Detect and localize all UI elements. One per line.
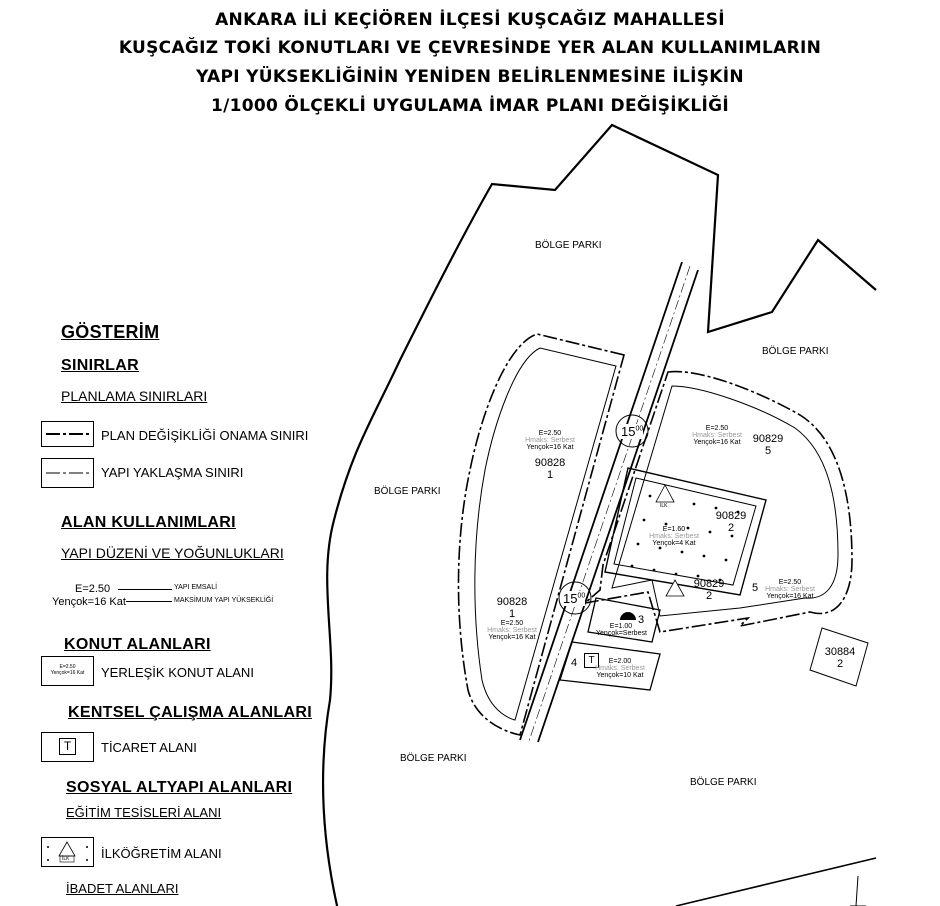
legend-section-sinirlar: SINIRLAR <box>61 357 139 374</box>
road-width-label: $15^{00}$ <box>621 424 644 439</box>
legend-section-konut: KONUT ALANLARI <box>64 636 211 653</box>
plan-title-line-1: ANKARA İLİ KEÇİÖREN İLÇESİ KUŞCAĞIZ MAHALLESİ <box>215 10 725 30</box>
legend-heading: GÖSTERİM <box>61 322 160 342</box>
parcel-label: E=2.50 Hmaks: Serbest Yençok=16 Kat 90828 1 <box>525 430 575 481</box>
legend-subsection: İBADET ALANLARI <box>66 881 179 896</box>
parcel-number: 30884 2 <box>824 646 856 670</box>
legend-emsal-label: YAPI EMSALİ <box>174 584 218 591</box>
park-label: BÖLGE PARKI <box>400 753 467 764</box>
ilk-label: İLK <box>62 856 70 862</box>
park-label: BÖLGE PARKI <box>762 346 829 357</box>
legend-leader-line <box>118 589 172 590</box>
parcel-label: E=1.00 Yençok=Serbest <box>596 623 647 637</box>
legend-section-sosyal: SOSYAL ALTYAPI ALANLARI <box>66 779 293 796</box>
legend-item-label: PLAN DEĞİŞİKLİĞİ ONAMA SINIRI <box>101 428 309 443</box>
legend-emsal-value: E=2.50 <box>75 583 111 595</box>
plan-title-line-2: KUŞCAĞIZ TOKİ KONUTLARI VE ÇEVRESİNDE YER ALAN KULLANIMLARIN <box>118 38 822 58</box>
legend-section-alan-kullanimlari: ALAN KULLANIMLARI <box>61 514 236 531</box>
legend-subsection: EĞİTİM TESİSLERİ ALANI <box>66 805 222 820</box>
legend-ticaret-box <box>41 732 94 762</box>
ticaret-symbol: T <box>584 653 599 668</box>
legend-subsection: PLANLAMA SINIRLARI <box>61 388 208 404</box>
parcel-number: 90829 2 <box>715 510 747 534</box>
park-label: BÖLGE PARKI <box>374 486 441 497</box>
park-label: BÖLGE PARKI <box>535 240 602 251</box>
legend-yencok-label: MAKSİMUM YAPI YÜKSEKLİĞİ <box>174 597 274 604</box>
legend-leader-line <box>126 601 172 602</box>
road-width-label: $15^{00}$ <box>563 591 586 606</box>
legend-item-label: YERLEŞİK KONUT ALANI <box>101 665 254 680</box>
mosque-icon <box>620 612 636 620</box>
parcel-label: E=2.00 Hmaks: Serbest Yençok=10 Kat <box>595 658 645 679</box>
parcel-number: 90829 2 <box>693 578 725 602</box>
legend-onama-line-box <box>41 421 94 447</box>
legend-section-kentsel: KENTSEL ÇALIŞMA ALANLARI <box>68 704 312 721</box>
legend-item-label: TİCARET ALANI <box>101 740 197 755</box>
legend-subsection: YAPI DÜZENİ VE YOĞUNLUKLARI <box>61 545 284 561</box>
parcel-label: E=2.50 Hmaks: Serbest Yençok=16 Kat <box>692 425 742 446</box>
legend-item-label: İLKÖĞRETİM ALANI <box>101 846 222 861</box>
parcel-number: 3 <box>638 614 645 626</box>
parcel-label: E=2.50 Hmaks: Serbest Yençok=16 Kat <box>765 579 815 600</box>
parcel-label: 90828 1 E=2.50 Hmaks: Serbest Yençok=16 Kat <box>487 596 537 641</box>
parcel-label: E=1.60 Hmaks: Serbest Yençok=4 Kat <box>649 526 699 547</box>
legend-yaklasma-line-box <box>41 458 94 488</box>
plan-title-line-4: 1/1000 ÖLÇEKLİ UYGULAMA İMAR PLANI DEĞİŞİKLİĞİ <box>210 96 730 116</box>
legend-item-label: YAPI YAKLAŞMA SINIRI <box>101 465 244 480</box>
parcel-number: 5 <box>752 582 759 594</box>
legend-yencok-value: Yençok=16 Kat <box>52 596 126 608</box>
plan-title-line-3: YAPI YÜKSEKLİĞİNİN YENİDEN BELİRLENMESİNE İLİŞKİN <box>196 67 744 87</box>
park-label: BÖLGE PARKI <box>690 777 757 788</box>
legend-ilk-box <box>41 837 94 867</box>
ticaret-symbol: T <box>59 738 76 755</box>
ilk-label: İLK <box>660 503 668 509</box>
legend-konut-box: E=2.50 Yençok=16 Kat <box>41 656 94 686</box>
parcel-number: 90829 5 <box>752 433 784 457</box>
parcel-number: 4 <box>571 657 578 669</box>
